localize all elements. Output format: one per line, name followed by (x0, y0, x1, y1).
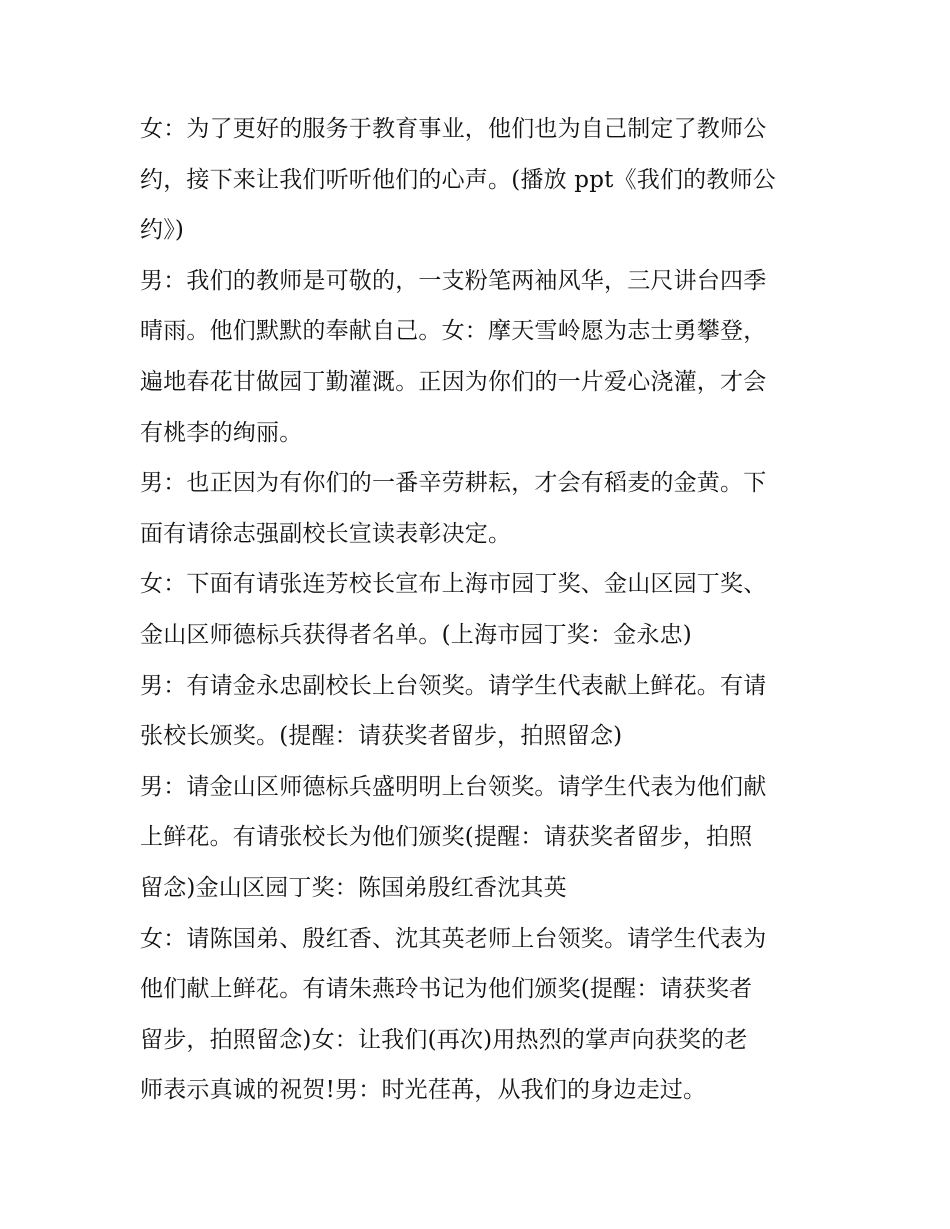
document-body (140, 104, 814, 1116)
text-line: 面有请徐志强副校长宣读表彰决定。 (140, 520, 512, 547)
text-line: 女：下面有请张连芳校长宣布上海市园丁奖、金山区园丁奖、 (140, 571, 767, 598)
text-line: 金山区师德标兵获得者名单。(上海市园丁奖：金永忠) (140, 621, 692, 648)
text-line: 女：请陈国弟、殷红香、沈其英老师上台领奖。请学生代表为 (140, 925, 767, 952)
text-line: 他们献上鲜花。有请朱燕玲书记为他们颁奖(提醒：请获奖者 (140, 976, 753, 1003)
text-line: 男：我们的教师是可敬的，一支粉笔两袖风华，三尺讲台四季 (140, 267, 767, 294)
text-line: 有桃李的绚丽。 (140, 419, 303, 446)
text-line: 师表示真诚的祝贺!男：时光荏苒，从我们的身边走过。 (140, 1077, 707, 1104)
text-line: 约，接下来让我们听听他们的心声。(播放 ppt《我们的教师公 (140, 166, 776, 193)
text-line: 晴雨。他们默默的奉献自己。女：摩天雪岭愿为志士勇攀登， (140, 318, 767, 345)
text-line: 男：也正因为有你们的一番辛劳耕耘，才会有稻麦的金黄。下 (140, 470, 767, 497)
text-line: 女：为了更好的服务于教育事业，他们也为自己制定了教师公 (140, 116, 767, 142)
text-line: 约》) (140, 217, 185, 244)
text-line: 留步，拍照留念)女：让我们(再次)用热烈的掌声向获奖的老 (140, 1026, 748, 1053)
text-line: 张校长颁奖。(提醒：请获奖者留步，拍照留念) (140, 723, 623, 750)
text-line: 遍地春花甘做园丁勤灌溉。正因为你们的一片爱心浇灌，才会 (140, 368, 767, 395)
text-line: 男：请金山区师德标兵盛明明上台领奖。请学生代表为他们献 (140, 773, 767, 800)
text-line: 留念)金山区园丁奖：陈国弟殷红香沈其英 (140, 874, 567, 901)
text-line: 上鲜花。有请张校长为他们颁奖(提醒：请获奖者留步，拍照 (140, 824, 753, 851)
text-line: 男：有请金永忠副校长上台领奖。请学生代表献上鲜花。有请 (140, 672, 767, 699)
